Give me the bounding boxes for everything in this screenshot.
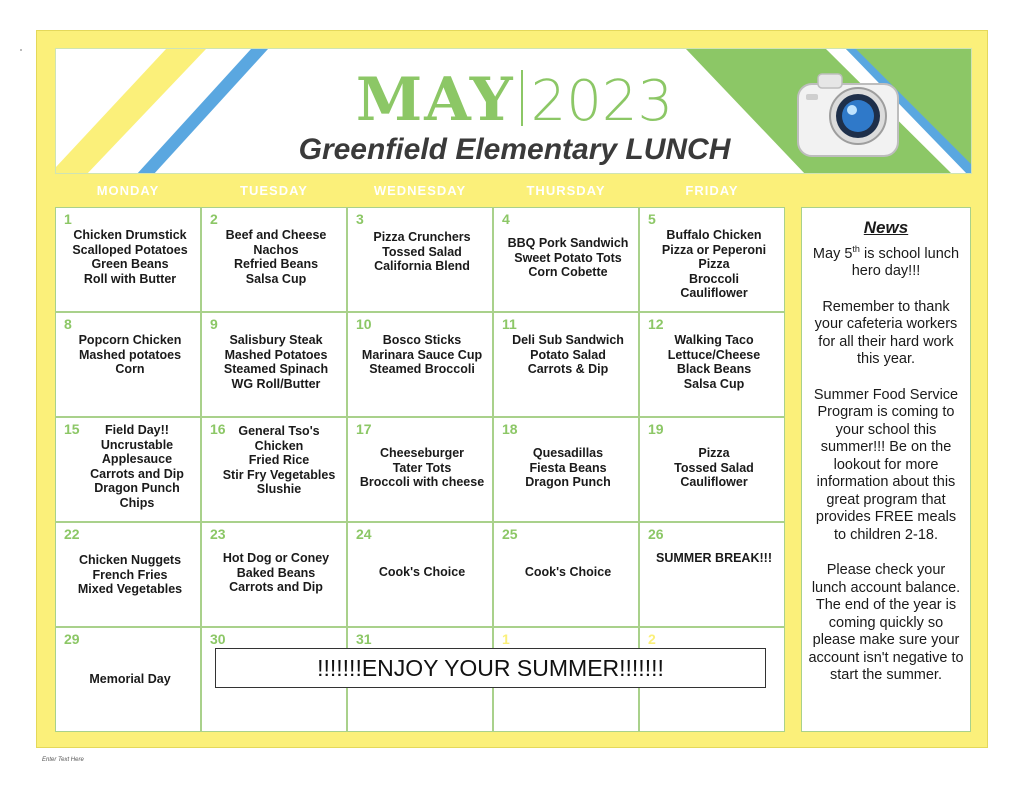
day-number: 2 [210,211,218,227]
day-number: 1 [64,211,72,227]
day-number: 23 [210,526,226,542]
menu-items: General Tso's Chicken Fried Rice Stir Fry Vegetables Slushie [222,424,336,497]
day-number: 4 [502,211,510,227]
day-cell [347,522,493,627]
day-number: 5 [648,211,656,227]
summer-banner: !!!!!!!ENJOY YOUR SUMMER!!!!!!! [215,648,766,688]
day-number: 15 [64,421,80,437]
day-cell [201,312,347,417]
menu-items: Cook's Choice [524,565,612,579]
menu-items: Pizza Crunchers Tossed Salad California Blend [373,230,471,274]
menu-items: Deli Sub Sandwich Potato Salad Carrots & Dip [512,333,624,377]
menu-items: Beef and Cheese Nachos Refried Beans Salsa Cup [225,228,327,286]
day-number: 2 [648,631,656,647]
day-number: 25 [502,526,518,542]
day-number: 10 [356,316,372,332]
day-cell [201,417,347,522]
day-cell [201,522,347,627]
day-number: 17 [356,421,372,437]
news-thank-workers: Remember to thank your cafeteria workers for all their hard work this year. [814,298,958,368]
day-cell [493,522,639,627]
day-number: 30 [210,631,226,647]
menu-items: Popcorn Chicken Mashed potatoes Corn [78,333,182,377]
menu-items: Memorial Day [89,672,171,686]
news-account-balance: Please check your lunch account balance. The end of the year is coming quickly so please make sure your account isn't negative to start the summer. [808,562,964,684]
day-number: 22 [64,526,80,542]
day-number: 24 [356,526,372,542]
weekday-tuesday: TUESDAY [240,183,308,198]
news-title: News [863,218,909,237]
day-number: 8 [64,316,72,332]
scan-mark [20,49,22,51]
day-cell [55,207,201,312]
day-cell [639,522,785,627]
day-number: 26 [648,526,664,542]
menu-items: Cheeseburger Tater Tots Broccoli with cheese [359,446,485,490]
title-divider [521,70,523,126]
day-number: 1 [502,631,510,647]
menu-items: Salisbury Steak Mashed Potatoes Steamed Spinach WG Roll/Butter [223,333,329,391]
news-summer-program: Summer Food Service Program is coming to your school this summer!!! Be on the lookout for more information about this great program that provides FREE meals to children 2-18. [813,386,959,543]
day-cell [55,627,201,732]
title-month: MAY [355,65,515,135]
menu-items: Chicken Nuggets French Fries Mixed Vegetables [77,553,183,597]
day-cell [639,417,785,522]
news-hero-day: May 5th is school lunch hero day!!! [812,244,960,280]
camera-icon [788,66,908,162]
news-panel [801,207,971,732]
day-number: 11 [502,316,517,332]
day-cell [201,207,347,312]
day-number: 9 [210,316,218,332]
menu-items: SUMMER BREAK!!! [656,551,772,565]
day-cell [347,312,493,417]
menu-items: Field Day!! Uncrustable Applesauce Carrots and Dip Dragon Punch Chips [90,423,184,510]
day-cell [347,207,493,312]
day-number: 12 [648,316,664,332]
day-cell [55,417,201,522]
day-cell [493,312,639,417]
day-cell [639,207,785,312]
menu-items: Chicken Drumstick Scalloped Potatoes Green Beans Roll with Butter [72,228,188,286]
weekday-friday: FRIDAY [685,183,739,198]
day-cell [639,312,785,417]
day-cell [55,312,201,417]
menu-items: Pizza Tossed Salad Cauliflower [674,446,754,490]
title-year: 2023 [530,69,674,134]
day-cell [55,522,201,627]
day-number: 19 [648,421,664,437]
menu-items: Bosco Sticks Marinara Sauce Cup Steamed Broccoli [361,333,483,377]
day-cell [347,417,493,522]
day-number: 29 [64,631,80,647]
menu-items: Quesadillas Fiesta Beans Dragon Punch [525,446,611,490]
day-number: 3 [356,211,364,227]
day-cell [493,417,639,522]
day-cell [493,207,639,312]
day-number: 31 [356,631,372,647]
day-number: 18 [502,421,518,437]
weekday-wednesday: WEDNESDAY [373,183,467,198]
day-number: 16 [210,421,226,437]
weekday-thursday: THURSDAY [526,183,606,198]
page-subtitle: Greenfield Elementary LUNCH [298,133,731,166]
weekday-monday: MONDAY [96,183,160,198]
menu-items: Walking Taco Lettuce/Cheese Black Beans Salsa Cup [667,333,761,391]
menu-items: BBQ Pork Sandwich Sweet Potato Tots Corn Cobette [507,236,629,280]
weekday-header [55,180,785,202]
menu-items: Hot Dog or Coney Baked Beans Carrots and Dip [222,551,330,595]
menu-items: Buffalo Chicken Pizza or Peperoni Pizza Broccoli Cauliflower [661,228,767,301]
menu-items: Cook's Choice [378,565,466,579]
footer-note: Enter Text Here [42,757,84,763]
